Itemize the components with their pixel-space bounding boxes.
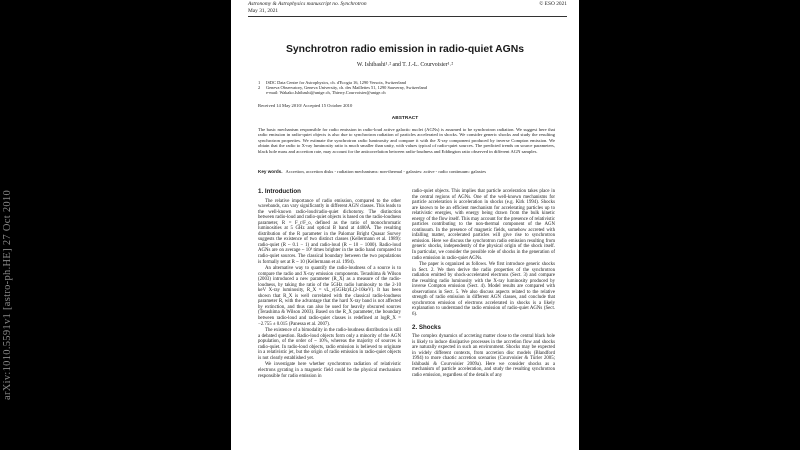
affiliations xyxy=(258,80,427,96)
intro-paragraph: radio-quiet objects. This implies that particle acceleration takes place in the central regions of AGNs. One of the well-known mechanisms for particle acceleration is acceleration in shocks (e.g. Kirk 1994). Shocks are known to be an efficient mechanism for accelerating particles up to relativistic energies, with energy being drawn from the bulk kinetic energy of the flow itself. This may account for the presence of relativistic particles contributing to the non-thermal component of the AGN continuum. In the presence of magnetic fields, somehow accreted with infalling matter, accelerated particles will give rise to synchrotron emission. Here we discuss the synchrotron radio emission resulting from generic shocks, independently of the physical origin of the shock itself. In particular, we consider the possible role of shocks in the generation of radio emission in radio-quiet AGNs. xyxy=(412,189,555,261)
abstract-text: The basic mechanism responsible for radio emission in radio-loud active galactic nuclei (AGNs) is assumed to be synchrotron radiation. We suggest here that radio emission in radio-quiet objects is also due to synchrotron radiation of particles accelerated in shocks. We consider generic shocks and study the resulting synchrotron properties. We estimate the synchrotron radio luminosity and compare it with the X-ray component produced by inverse Compton emission. We obtain that the radio to X-ray luminosity ratio is much smaller than unity, with values typical of radio-quiet sources. The predicted trends on source parameters, black hole mass and accretion rate, may account for the anticorrelation between radio-loudness and Eddington ratio observed in different AGN samples. xyxy=(258,127,555,154)
section-introduction: 1. Introduction xyxy=(258,188,301,195)
shocks-paragraph: The complex dynamics of accreting matter close to the central black hole is likely to induce dissipative processes in the accretion flow and shocks are naturally expected in such an environment. Shocks may be expected in widely different contexts, from accretion disc models (Blandford 1994) to more chaotic accretion scenarios (Courvoisier & Türler 2005; Ishibashi & Courvoisier 2009a). Here we consider shocks as a mechanism of particle acceleration, and study the resulting synchrotron radio emission, regardless of the details of any xyxy=(412,334,555,378)
intro-paragraph: We investigate here whether synchrotron radiation of relativistic electrons gyrating in a magnetic field could be the physical mechanism responsible for radio emission in xyxy=(258,362,401,379)
keywords xyxy=(258,169,555,174)
header-rule xyxy=(248,16,567,17)
arxiv-stamp: arXiv:1010.5591v1 [astro-ph.HE] 27 Oct 2010 xyxy=(2,189,13,400)
copyright: © ESO 2021 xyxy=(539,1,567,7)
keywords-text: Accretion, accretion disks - radiation mechanisms: non-thermal - galaxies: active - radio continuum: galaxies xyxy=(285,169,487,174)
abstract-heading: ABSTRACT xyxy=(391,116,419,121)
header-date: May 31, 2021 xyxy=(248,7,279,14)
intro-paragraph: The paper is organized as follows. We first introduce generic shocks in Sect. 2. We then derive the radio properties of the synchrotron radiation emitted by shock-accelerated electrons (Sect. 3) and compare the resulting radio luminosity with the X-ray luminosity produced by inverse Compton emission (Sect. 4). Model results are compared with observations in Sect. 5. We also discuss aspects related to the relative strength of radio emission in different AGN classes, and conclude that synchrotron emission of electrons accelerated in shocks is a likely explanation to understand the radio emission of radio-quiet AGNs (Sect. 6). xyxy=(412,262,555,318)
paper-authors: W. Ishibashi¹˒² and T. J.-L. Courvoisier¹˒² xyxy=(356,62,454,68)
paper-page xyxy=(231,0,579,450)
section-shocks: 2. Shocks xyxy=(412,323,441,331)
affiliation-2: 2 Geneva Observatory, Geneva University, ch. des Maillettes 51, 1290 Sauverny, Switzerland xyxy=(258,85,427,91)
author-email: e-mail: Wakako.Ishibashi@unige.ch, Thierry.Courvoisier@unige.ch xyxy=(266,90,386,96)
running-header xyxy=(248,1,367,14)
paper-title: Synchrotron radio emission in radio-quiet AGNs xyxy=(285,44,525,55)
affiliation-1: 1 ISDC Data Centre for Astrophysics, ch. d'Ecogia 16, 1290 Versoix, Switzerland xyxy=(258,80,406,85)
journal-line: Astronomy & Astrophysics manuscript no. Synchrotron xyxy=(248,1,367,7)
right-column xyxy=(412,189,555,380)
left-column xyxy=(258,189,401,380)
intro-paragraph: The existence of a bimodality in the radio-loudness distribution is still a debated question. Radio-loud objects form only a minority of the AGN population, of the order of ~ 10%, whereas the majority of sources is radio-quiet. In radio-loud objects, radio emission is believed to originate in a relativistic jet, but the origin of radio emission in radio-quiet objects is not clearly established yet. xyxy=(258,328,401,361)
received-date: Received 14 May 2010/ Accepted 15 October 2010 xyxy=(258,103,353,108)
intro-paragraph: The relative importance of radio emission, compared to the other wavebands, can vary significantly in different AGN classes. This leads to the well-known radio-loud/radio-quiet dichotomy. The distinction between radio-loud and radio-quiet objects is based on the radio-loudness parameter, R = F_r/F_o, defined as the ratio of monochromatic luminosities at 5 GHz and optical B band at 4400Å. The resulting distribution of the R parameter in the Palomar Bright Quasar Survey suggests the existence of two distinct classes (Kellermann et al. 1989): radio-quiet (R ~ 0.1 − 1) and radio-loud (R ~ 10 − 1000). Radio-loud AGNs are on average ~ 10³ times brighter in the radio band compared to radio-quiet sources. The classical boundary between the two populations is formally set at R ~ 10 (Kellermann et al. 1994). xyxy=(258,198,401,265)
keywords-label: Key words. xyxy=(258,169,283,174)
intro-paragraph: An alternative way to quantify the radio-loudness of a source is to compare the radio and X-ray emission components. Terashima & Wilson (2003) introduced a new parameter (R_X) as a measure of the radio-loudness, by taking the ratio of the 5GHz radio luminosity to the 2-10 keV X-ray luminosity, R_X = νL_ν(5GHz)/L(2-10keV). It has been shown that R_X is well correlated with the classical radio-loudness parameter R, with the advantage that the hard X-ray band is not affected by extinction, and thus can also be used for heavily obscured sources (Terashima & Wilson 2003). Based on the R_X parameter, the boundary between radio-loud and radio-quiet classes is redefined at logR_X = −2.755 ± 0.015 (Panessa et al. 2007). xyxy=(258,266,401,327)
